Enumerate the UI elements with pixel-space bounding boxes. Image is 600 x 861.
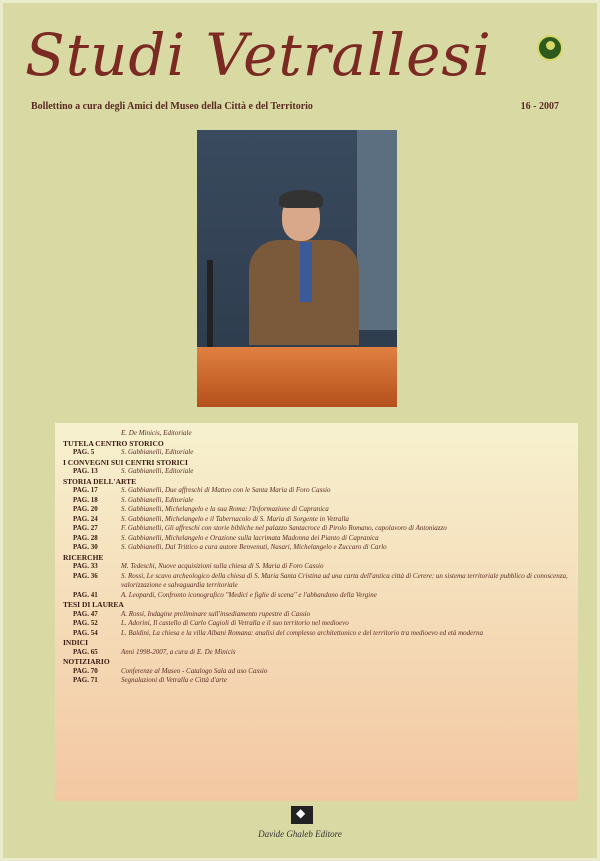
cover-photo (197, 130, 397, 407)
podium-desk (197, 347, 397, 407)
toc-page-number: PAG. 17 (73, 486, 98, 494)
toc-entry-text: Conferenze al Museo - Catalogo Sala ad uso Cassio (121, 666, 268, 675)
toc-entry-text: Segnalazioni di Vetralla e Città d'arte (121, 676, 227, 684)
speaker-hair (279, 190, 323, 208)
toc-page-number (63, 429, 121, 439)
toc-entry-text: S. Gabbianelli, Editoriale (121, 448, 194, 456)
publisher-name: Davide Ghaleb Editore (258, 829, 342, 839)
toc-entry-text: F. Gabbianelli, Gli affreschi con storie bibliche nel palazzo Santacroce di Pirolo Romano, capolavoro di Antoniazzo (121, 524, 447, 532)
toc-page-number: PAG. 20 (73, 505, 98, 513)
toc-entry (63, 667, 570, 677)
toc-page-number: PAG. 5 (73, 448, 95, 456)
toc-entry (63, 610, 570, 620)
toc-entry-text: S. Gabbianelli, Editoriale (121, 495, 194, 504)
toc-page-number: PAG. 27 (73, 524, 98, 532)
toc-page-number: PAG. 18 (73, 495, 98, 504)
toc-entry (63, 524, 570, 534)
toc-section-heading: RICERCHE (63, 552, 104, 562)
toc-section-heading: TESI DI LAUREA (63, 600, 124, 609)
toc-entry (63, 534, 570, 544)
toc-section-heading: STORIA DELL'ARTE (63, 476, 137, 486)
toc-entry (63, 543, 570, 553)
toc-page-number: PAG. 13 (73, 467, 98, 475)
table-of-contents (55, 423, 578, 801)
toc-section-heading: I CONVEGNI SUI CENTRI STORICI (63, 457, 188, 467)
toc-page-number: PAG. 52 (73, 619, 98, 627)
toc-entry (63, 572, 570, 591)
toc-entry (63, 467, 570, 477)
publisher-logo-icon (291, 806, 313, 824)
journal-title: Studi Vetrallesi (25, 21, 492, 89)
toc-entry-text: S. Gabbianelli, Due affreschi di Matteo con le Santa Maria di Foro Cassio (121, 486, 331, 494)
toc-page-number: PAG. 33 (73, 562, 98, 570)
toc-entry-text: S. Gabbianelli, Michelangelo e Orazione sulla lacrimata Madonna dei Pianto di Capranica (121, 533, 379, 542)
toc-entry (63, 505, 570, 515)
toc-entry-text: Anni 1998-2007, a cura di E. De Minicis (121, 647, 236, 656)
toc-entry-text: S. Gabbianelli, Michelangelo e la sua Roma: l'Informazione di Capranica (121, 505, 329, 513)
toc-page-number: PAG. 54 (73, 628, 98, 637)
toc-entry (63, 448, 570, 458)
toc-entry-text: E. De Minicis, Editoriale (121, 429, 192, 437)
toc-entry (63, 676, 570, 686)
toc-entry (63, 496, 570, 506)
toc-page-number: PAG. 41 (73, 590, 98, 599)
toc-entry-text: S. Gabbianelli, Michelangelo e il Tabernacolo di S. Maria di Sorgente in Vetralla (121, 514, 349, 523)
toc-entry-text: A. Rossi, Indagine preliminare sull'insediamento rupestre di Cassio (121, 609, 311, 618)
toc-entry (63, 429, 570, 439)
toc-page-number: PAG. 24 (73, 514, 98, 523)
toc-page-number: PAG. 30 (73, 543, 98, 551)
toc-page-number: PAG. 70 (73, 666, 98, 675)
issue-number: 16 - 2007 (520, 101, 559, 112)
toc-entry (63, 486, 570, 496)
toc-page-number: PAG. 28 (73, 533, 98, 542)
toc-entry (63, 591, 570, 601)
toc-entry-text: A. Leopardi, Confronto iconografico "Medici e figlie di scena" e l'abbandono della Vergine (121, 590, 377, 599)
toc-entry-text: L. Adorini, Il castello di Carlo Cagioli di Vetralla e il suo territorio nel medioevo (121, 619, 349, 627)
toc-entry-text: M. Tedeschi, Nuove acquisizioni sulla chiesa di S. Maria di Foro Cassio (121, 562, 324, 570)
toc-entry-text: S. Gabbianelli, Editoriale (121, 467, 194, 475)
speaker-tie (300, 242, 312, 302)
toc-page-number: PAG. 47 (73, 609, 98, 618)
toc-page-number: PAG. 71 (73, 676, 98, 684)
toc-section-heading: NOTIZIARIO (63, 657, 110, 666)
microphone (207, 260, 213, 350)
toc-entry (63, 562, 570, 572)
toc-entry (63, 515, 570, 525)
toc-section-heading: TUTELA CENTRO STORICO (63, 438, 164, 448)
journal-subtitle: Bollettino a cura degli Amici del Museo della Città e del Territorio (31, 101, 313, 112)
toc-page-number: PAG. 36 (73, 571, 98, 580)
toc-entry (63, 648, 570, 658)
toc-entry-text: S. Gabbianelli, Dal Trittico a cura autore Benvenuti, Nasari, Michelangelo e Zuccaro di Carlo (121, 543, 387, 551)
toc-section-heading: INDICI (63, 638, 89, 647)
toc-entry (63, 619, 570, 629)
photo-wall (357, 130, 397, 330)
toc-page-number: PAG. 65 (73, 647, 98, 656)
toc-entry-text: S. Rossi, Le scavo archeologico della chiesa di S. Maria Santa Cristina ad una carta dell'antica città di Cerere: un sistema territoriale pubblico di conoscenza, valorizzazione e salvaguardia territoriale (121, 571, 568, 589)
toc-entry-text: L. Baldini, La chiesa e la villa Albani Romana: analisi del complesso architettonico e del territorio tra medioevo ed età moderna (121, 628, 484, 637)
toc-entry (63, 629, 570, 639)
journal-logo-icon (537, 35, 563, 61)
